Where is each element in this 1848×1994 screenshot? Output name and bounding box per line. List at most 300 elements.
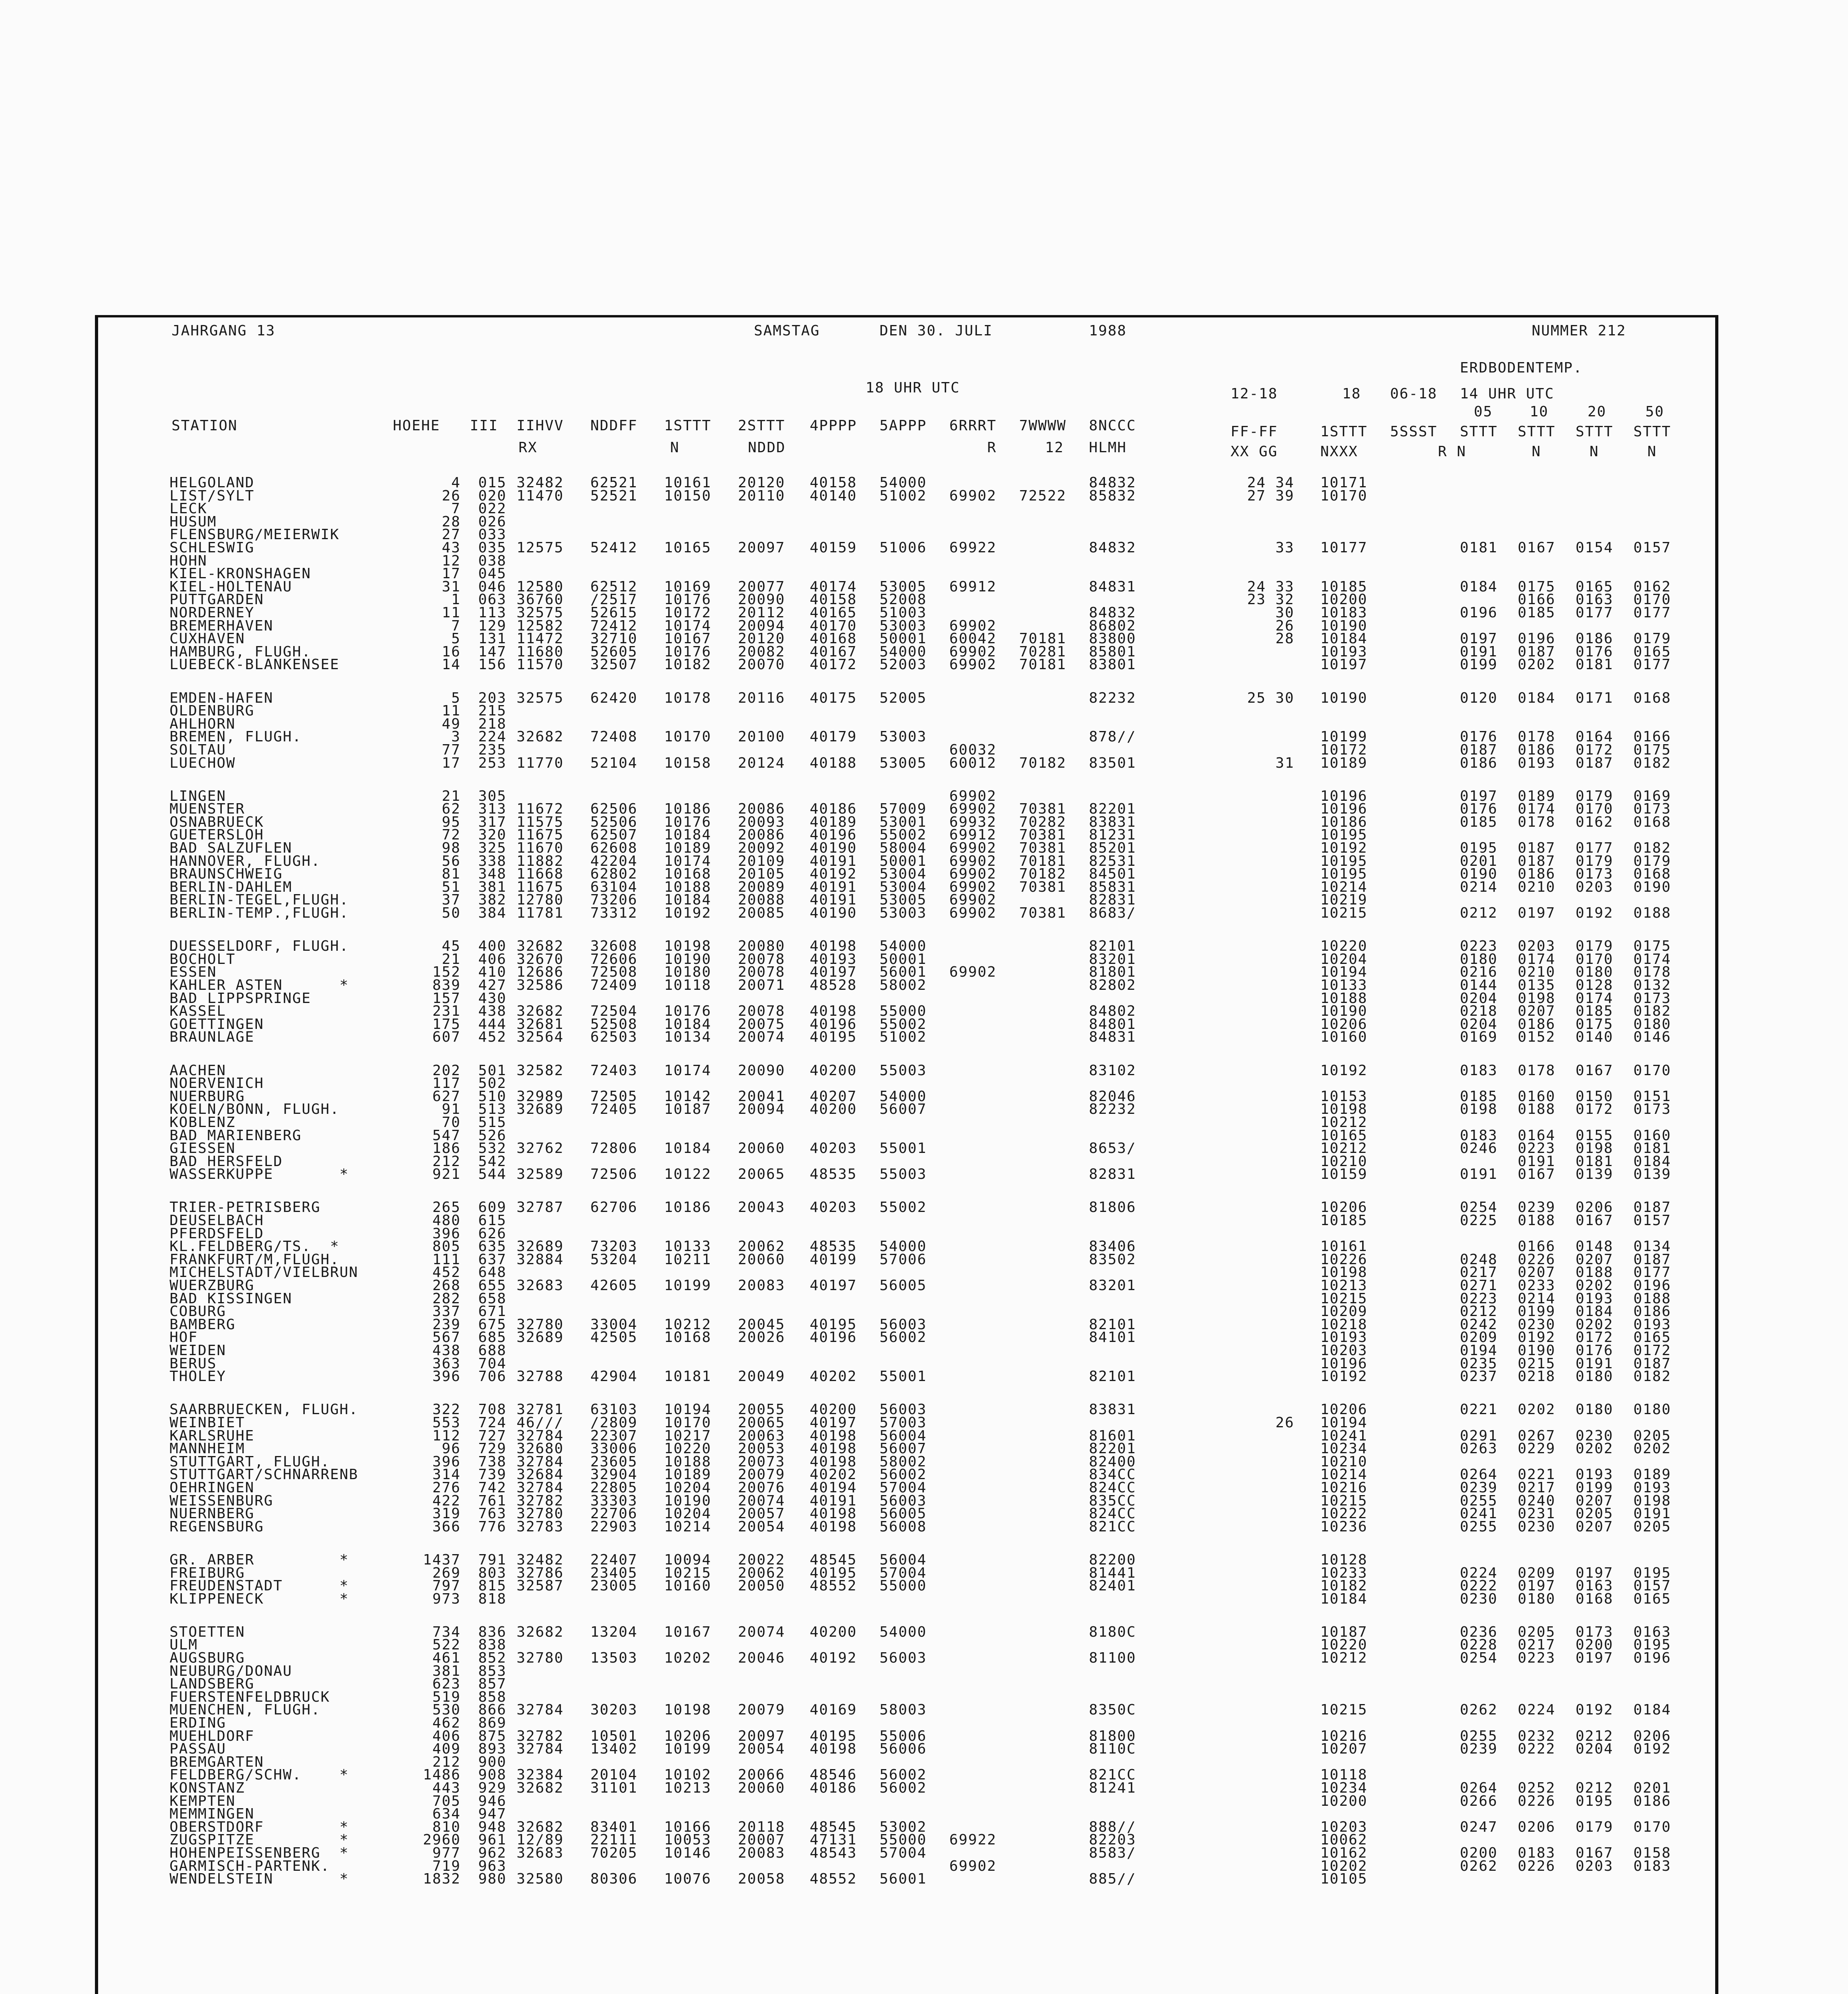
group-8nccc: 84832: [1089, 475, 1136, 491]
soil-temp-50: 0165: [1633, 1590, 1671, 1607]
group-1sttt: 10214: [664, 1518, 712, 1535]
soil-temp-20: 0168: [1576, 1590, 1613, 1607]
group-4pppp: 40159: [810, 540, 857, 556]
soil-temp-10: 0230: [1518, 1316, 1556, 1333]
group-1sttt-18: 10183: [1320, 605, 1368, 621]
soil-temp-20: 0181: [1576, 656, 1613, 673]
group-1sttt: 10186: [664, 1199, 712, 1216]
soil-temp-20: 0154: [1576, 540, 1613, 556]
station-number: 853: [478, 1663, 507, 1679]
soil-temp-05: 0217: [1460, 1264, 1498, 1281]
station-name: GR. ARBER *: [170, 1551, 349, 1568]
group-1sttt-18: 10236: [1320, 1518, 1368, 1535]
station-height: 28: [442, 513, 461, 530]
group-5appp: 54000: [880, 938, 927, 955]
group-1sttt: 10184: [664, 1016, 712, 1032]
group-5appp: 56002: [880, 1329, 927, 1346]
group-2sttt: 20070: [738, 656, 785, 673]
group-4pppp: 40198: [810, 1741, 857, 1758]
group-8nccc: 821CC: [1089, 1518, 1136, 1535]
group-2sttt: 20022: [738, 1551, 785, 1568]
soil-temp-20: 0167: [1576, 1212, 1613, 1229]
group-5appp: 53005: [880, 755, 927, 771]
station-number: 980: [478, 1871, 507, 1888]
group-1sttt: 10184: [664, 892, 712, 908]
group-2sttt: 20073: [738, 1453, 785, 1470]
station-height: 5: [451, 690, 461, 706]
group-5appp: 52003: [880, 656, 927, 673]
group-8nccc: 834CC: [1089, 1466, 1136, 1483]
group-nddff: 42904: [590, 1368, 638, 1385]
group-1sttt-18: 10184: [1320, 631, 1368, 647]
group-nddff: 32507: [590, 656, 638, 673]
soil-temp-10: 0202: [1518, 1401, 1556, 1418]
group-1sttt-18: 10204: [1320, 951, 1368, 967]
group-2sttt: 20124: [738, 755, 785, 771]
station-height: 276: [432, 1479, 461, 1496]
group-1sttt: 10174: [664, 617, 712, 634]
soil-temp-10: 0232: [1518, 1728, 1556, 1744]
soil-temp-10: 0223: [1518, 1650, 1556, 1667]
group-5appp: 58002: [880, 977, 927, 993]
group-nddff: 32904: [590, 1466, 638, 1483]
soil-temp-10: 0187: [1518, 840, 1556, 857]
group-1sttt-18: 10218: [1320, 1316, 1368, 1333]
group-4pppp: 48528: [810, 977, 857, 993]
station-name: PFERDSFELD: [170, 1225, 264, 1242]
group-nddff: 52506: [590, 814, 638, 830]
soil-temp-20: 0204: [1576, 1741, 1613, 1758]
group-7wwww: 70281: [1019, 643, 1067, 660]
soil-temp-50: 0182: [1633, 840, 1671, 857]
group-iihvv: 32780: [517, 1505, 564, 1522]
group-4pppp: 40197: [810, 1277, 857, 1294]
station-height: 810: [432, 1819, 461, 1835]
soil-temp-05: 0222: [1460, 1578, 1498, 1594]
station-height: 7: [451, 617, 461, 634]
group-iihvv: 32683: [517, 1845, 564, 1862]
soil-temp-50: 0157: [1633, 540, 1671, 556]
group-2sttt: 20109: [738, 853, 785, 869]
station-number: 035: [478, 540, 507, 556]
station-number: 147: [478, 643, 507, 660]
soil-temp-20: 0186: [1576, 631, 1613, 647]
group-8nccc: 82101: [1089, 1316, 1136, 1333]
soil-temp-10: 0252: [1518, 1780, 1556, 1797]
group-4pppp: 40191: [810, 1492, 857, 1509]
soil-temp-05: 0212: [1460, 1303, 1498, 1320]
soil-temp-05: 0185: [1460, 1088, 1498, 1105]
group-4pppp: 40167: [810, 643, 857, 660]
group-4pppp: 48543: [810, 1845, 857, 1862]
group-1sttt-18: 10165: [1320, 1127, 1368, 1144]
station-name: GARMISCH-PARTENK.: [170, 1858, 330, 1874]
group-5appp: 53005: [880, 892, 927, 908]
group-5appp: 56002: [880, 1767, 927, 1783]
station-name: NEUBURG/DONAU: [170, 1663, 292, 1679]
group-1sttt: 10174: [664, 1062, 712, 1079]
group-1sttt: 10165: [664, 540, 712, 556]
group-iihvv: 32989: [517, 1088, 564, 1105]
header-r: R: [987, 439, 997, 456]
group-5appp: 55000: [880, 1578, 927, 1594]
group-iihvv: 32684: [517, 1466, 564, 1483]
header-depth-10: 10: [1530, 404, 1549, 420]
station-number: 338: [478, 853, 507, 869]
group-4pppp: 40191: [810, 892, 857, 908]
station-height: 96: [442, 1440, 461, 1457]
group-1sttt: 10176: [664, 591, 712, 608]
soil-temp-20: 0176: [1576, 643, 1613, 660]
soil-temp-10: 0231: [1518, 1505, 1556, 1522]
group-ff-gg: 30: [1275, 605, 1294, 621]
station-height: 17: [442, 755, 461, 771]
station-height: 268: [432, 1277, 461, 1294]
group-1sttt: 10174: [664, 853, 712, 869]
station-height: 62: [442, 801, 461, 818]
group-2sttt: 20089: [738, 879, 785, 895]
soil-temp-10: 0178: [1518, 1062, 1556, 1079]
group-iihvv: 32482: [517, 475, 564, 491]
soil-temp-50: 0173: [1633, 990, 1671, 1007]
soil-temp-20: 0128: [1576, 977, 1613, 993]
group-iihvv: 32784: [517, 1427, 564, 1444]
group-nddff: 33303: [590, 1492, 638, 1509]
group-1sttt-18: 10215: [1320, 1290, 1368, 1307]
header-depth-50: 50: [1645, 404, 1665, 420]
soil-temp-20: 0170: [1576, 951, 1613, 967]
station-number: 688: [478, 1342, 507, 1359]
group-iihvv: 11470: [517, 487, 564, 504]
soil-temp-10: 0186: [1518, 741, 1556, 758]
group-5appp: 54000: [880, 1624, 927, 1640]
group-iihvv: 12580: [517, 578, 564, 595]
group-1sttt-18: 10133: [1320, 977, 1368, 993]
station-name: THOLEY: [170, 1368, 227, 1385]
station-name: MANNHEIM: [170, 1440, 245, 1457]
group-1sttt: 10192: [664, 905, 712, 922]
group-2sttt: 20054: [738, 1741, 785, 1758]
station-name: WASSERKUPPE *: [170, 1166, 349, 1183]
group-nddff: 13503: [590, 1650, 638, 1667]
station-number: 962: [478, 1845, 507, 1862]
group-iihvv: 32782: [517, 1492, 564, 1509]
station-height: 72: [442, 827, 461, 843]
group-6rrrt: 69922: [949, 1832, 997, 1848]
station-name: HAMBURG, FLUGH.: [170, 643, 312, 660]
soil-temp-20: 0193: [1576, 1466, 1613, 1483]
group-1sttt: 10158: [664, 755, 712, 771]
group-8nccc: 83406: [1089, 1238, 1136, 1255]
station-height: 797: [432, 1578, 461, 1594]
station-number: 791: [478, 1551, 507, 1568]
group-nddff: 72409: [590, 977, 638, 993]
station-name: KOELN/BONN, FLUGH.: [170, 1101, 340, 1118]
soil-temp-10: 0210: [1518, 879, 1556, 895]
group-5appp: 56001: [880, 964, 927, 981]
soil-temp-20: 0172: [1576, 741, 1613, 758]
group-nddff: 72403: [590, 1062, 638, 1079]
group-1sttt-18: 10128: [1320, 1551, 1368, 1568]
station-name: BAMBERG: [170, 1316, 236, 1333]
group-1sttt: 10168: [664, 1329, 712, 1346]
header-n-10: N: [1532, 443, 1541, 460]
station-name: FELDBERG/SCHW. *: [170, 1767, 349, 1783]
soil-temp-05: 0197: [1460, 631, 1498, 647]
station-number: 045: [478, 565, 507, 582]
group-1sttt-18: 10190: [1320, 690, 1368, 706]
group-iihvv: 32680: [517, 1440, 564, 1457]
group-1sttt-18: 10194: [1320, 964, 1368, 981]
group-5appp: 57006: [880, 1251, 927, 1268]
group-4pppp: 40192: [810, 866, 857, 883]
station-height: 422: [432, 1492, 461, 1509]
group-1sttt: 10053: [664, 1832, 712, 1848]
group-8nccc: 82531: [1089, 853, 1136, 869]
station-height: 186: [432, 1140, 461, 1157]
group-iihvv: 32682: [517, 938, 564, 955]
station-number: 215: [478, 703, 507, 719]
header-n: N: [670, 439, 680, 456]
group-iihvv: 12575: [517, 540, 564, 556]
group-2sttt: 20078: [738, 951, 785, 967]
group-8nccc: 82401: [1089, 1578, 1136, 1594]
group-iihvv: 11680: [517, 643, 564, 660]
group-nddff: 31101: [590, 1780, 638, 1797]
header-14-uhr-utc: 14 UHR UTC: [1460, 386, 1554, 402]
group-2sttt: 20083: [738, 1277, 785, 1294]
soil-temp-05: 0235: [1460, 1355, 1498, 1372]
soil-temp-10: 0191: [1518, 1153, 1556, 1170]
group-7wwww: 70181: [1019, 853, 1067, 869]
group-nddff: 72408: [590, 729, 638, 745]
group-nddff: 62507: [590, 827, 638, 843]
group-4pppp: 40186: [810, 1780, 857, 1797]
station-name: MICHELSTADT/VIELBRUN: [170, 1264, 359, 1281]
soil-temp-05: 0223: [1460, 1290, 1498, 1307]
group-nddff: 23605: [590, 1453, 638, 1470]
group-6rrrt: 69902: [949, 487, 997, 504]
group-5appp: 58002: [880, 1453, 927, 1470]
soil-temp-20: 0165: [1576, 578, 1613, 595]
station-name: KASSEL: [170, 1003, 227, 1020]
group-4pppp: 40198: [810, 1440, 857, 1457]
soil-temp-50: 0205: [1633, 1518, 1671, 1535]
group-1sttt-18: 10219: [1320, 892, 1368, 908]
table-row: [0, 906, 1848, 922]
group-nddff: /2517: [590, 591, 638, 608]
group-7wwww: 70182: [1019, 866, 1067, 883]
station-name: KOBLENZ: [170, 1114, 236, 1131]
station-name: WUERZBURG: [170, 1277, 255, 1294]
table-row: [0, 1369, 1848, 1385]
group-8nccc: 83201: [1089, 1277, 1136, 1294]
group-8nccc: 83502: [1089, 1251, 1136, 1268]
soil-temp-20: 0212: [1576, 1780, 1613, 1797]
group-nddff: 33006: [590, 1440, 638, 1457]
soil-temp-05: 0198: [1460, 1101, 1498, 1118]
soil-temp-05: 0239: [1460, 1741, 1498, 1758]
station-name: GIESSEN: [170, 1140, 236, 1157]
group-nddff: 22407: [590, 1551, 638, 1568]
soil-temp-50: 0182: [1633, 755, 1671, 771]
group-5appp: 56003: [880, 1401, 927, 1418]
group-8nccc: 83831: [1089, 1401, 1136, 1418]
station-number: 410: [478, 964, 507, 981]
header-ff-ff: FF-FF: [1231, 424, 1278, 440]
station-name: LUEBECK-BLANKENSEE: [170, 656, 340, 673]
station-height: 50: [442, 905, 461, 922]
soil-temp-10: 0180: [1518, 1590, 1556, 1607]
station-name: BRAUNSCHWEIG: [170, 866, 283, 883]
group-2sttt: 20120: [738, 631, 785, 647]
group-1sttt-18: 10216: [1320, 1479, 1368, 1496]
group-5appp: 51002: [880, 1029, 927, 1046]
group-1sttt-18: 10200: [1320, 1793, 1368, 1809]
group-4pppp: 40197: [810, 1414, 857, 1431]
group-8nccc: 82101: [1089, 1368, 1136, 1385]
group-4pppp: 48552: [810, 1578, 857, 1594]
soil-temp-20: 0175: [1576, 1016, 1613, 1032]
group-iihvv: 32384: [517, 1767, 564, 1783]
soil-temp-50: 0195: [1633, 1637, 1671, 1653]
soil-temp-10: 0160: [1518, 1088, 1556, 1105]
group-1sttt-18: 10222: [1320, 1505, 1368, 1522]
group-iihvv: 32670: [517, 951, 564, 967]
group-1sttt-18: 10162: [1320, 1845, 1368, 1862]
group-2sttt: 20094: [738, 617, 785, 634]
soil-temp-10: 0240: [1518, 1492, 1556, 1509]
soil-temp-05: 0181: [1460, 540, 1498, 556]
station-number: 866: [478, 1702, 507, 1718]
group-2sttt: 20060: [738, 1140, 785, 1157]
station-name: KEMPTEN: [170, 1793, 236, 1809]
station-number: 655: [478, 1277, 507, 1294]
group-8nccc: 83201: [1089, 951, 1136, 967]
group-iihvv: 32780: [517, 1316, 564, 1333]
soil-temp-50: 0170: [1633, 1819, 1671, 1835]
station-height: 21: [442, 788, 461, 804]
group-1sttt-18: 10209: [1320, 1303, 1368, 1320]
station-name: FLENSBURG/MEIERWIK: [170, 526, 340, 543]
soil-temp-05: 0180: [1460, 951, 1498, 967]
soil-temp-10: 0184: [1518, 690, 1556, 706]
group-1sttt-18: 10159: [1320, 1166, 1368, 1183]
group-4pppp: 40200: [810, 1624, 857, 1640]
station-number: 444: [478, 1016, 507, 1032]
station-height: 70: [442, 1114, 461, 1131]
group-nddff: 80306: [590, 1871, 638, 1888]
soil-temp-50: 0182: [1633, 1368, 1671, 1385]
group-5appp: 58004: [880, 840, 927, 857]
station-number: 400: [478, 938, 507, 955]
station-name: BREMGARTEN: [170, 1754, 264, 1770]
station-height: 406: [432, 1728, 461, 1744]
header-xx-gg: XX GG: [1231, 443, 1278, 460]
soil-temp-10: 0135: [1518, 977, 1556, 993]
soil-temp-10: 0223: [1518, 1140, 1556, 1157]
group-1sttt-18: 10177: [1320, 540, 1368, 556]
station-name: BAD KISSINGEN: [170, 1290, 292, 1307]
group-1sttt-18: 10195: [1320, 827, 1368, 843]
group-1sttt-18: 10185: [1320, 1212, 1368, 1229]
group-nddff: 73312: [590, 905, 638, 922]
group-1sttt: 10178: [664, 690, 712, 706]
station-name: ESSEN: [170, 964, 217, 981]
station-name: DUESSELDORF, FLUGH.: [170, 938, 349, 955]
group-5appp: 54000: [880, 1088, 927, 1105]
group-iihvv: 32780: [517, 1650, 564, 1667]
group-1sttt: 10180: [664, 964, 712, 981]
station-height: 530: [432, 1702, 461, 1718]
group-1sttt-18: 10206: [1320, 1401, 1368, 1418]
station-number: 325: [478, 840, 507, 857]
soil-temp-05: 0237: [1460, 1368, 1498, 1385]
group-iihvv: 12780: [517, 892, 564, 908]
group-8nccc: 81231: [1089, 827, 1136, 843]
station-number: 836: [478, 1624, 507, 1640]
station-name: AUGSBURG: [170, 1650, 245, 1667]
group-4pppp: 40158: [810, 475, 857, 491]
soil-temp-50: 0173: [1633, 1101, 1671, 1118]
soil-temp-50: 0166: [1633, 729, 1671, 745]
group-6rrrt: 69902: [949, 788, 997, 804]
group-1sttt: 10206: [664, 1728, 712, 1744]
soil-temp-20: 0195: [1576, 1793, 1613, 1809]
soil-temp-20: 0197: [1576, 1564, 1613, 1581]
soil-temp-10: 0198: [1518, 990, 1556, 1007]
group-8nccc: 83102: [1089, 1062, 1136, 1079]
group-2sttt: 20057: [738, 1505, 785, 1522]
group-4pppp: 48545: [810, 1551, 857, 1568]
group-1sttt: 10189: [664, 840, 712, 857]
station-name: LECK: [170, 500, 207, 517]
group-8nccc: 82831: [1089, 1166, 1136, 1183]
group-1sttt: 10187: [664, 1101, 712, 1118]
soil-temp-05: 0224: [1460, 1564, 1498, 1581]
station-height: 522: [432, 1637, 461, 1653]
station-number: 381: [478, 879, 507, 895]
station-number: 526: [478, 1127, 507, 1144]
group-7wwww: 70381: [1019, 827, 1067, 843]
soil-temp-10: 0207: [1518, 1003, 1556, 1020]
soil-temp-05: 0216: [1460, 964, 1498, 981]
group-2sttt: 20085: [738, 905, 785, 922]
soil-temp-10: 0267: [1518, 1427, 1556, 1444]
group-8nccc: 84101: [1089, 1329, 1136, 1346]
soil-temp-20: 0155: [1576, 1127, 1613, 1144]
group-1sttt-18: 10198: [1320, 1264, 1368, 1281]
jahrgang-label: JAHRGANG 13: [172, 323, 276, 339]
station-name: OSNABRUECK: [170, 814, 264, 830]
header-depth-05: 05: [1474, 404, 1493, 420]
header-hoehe: HOEHE: [393, 418, 440, 434]
station-number: 626: [478, 1225, 507, 1242]
group-8nccc: 81806: [1089, 1199, 1136, 1216]
station-height: 322: [432, 1401, 461, 1418]
station-name: SOLTAU: [170, 741, 227, 758]
soil-temp-10: 0230: [1518, 1518, 1556, 1535]
group-iihvv: 32783: [517, 1518, 564, 1535]
group-4pppp: 40195: [810, 1029, 857, 1046]
station-height: 452: [432, 1264, 461, 1281]
soil-temp-05: 0191: [1460, 643, 1498, 660]
soil-temp-05: 0183: [1460, 1062, 1498, 1079]
soil-temp-50: 0187: [1633, 1355, 1671, 1372]
soil-temp-50: 0169: [1633, 788, 1671, 804]
group-5appp: 56003: [880, 1316, 927, 1333]
station-name: FRANKFURT/M,FLUGH.: [170, 1251, 340, 1268]
